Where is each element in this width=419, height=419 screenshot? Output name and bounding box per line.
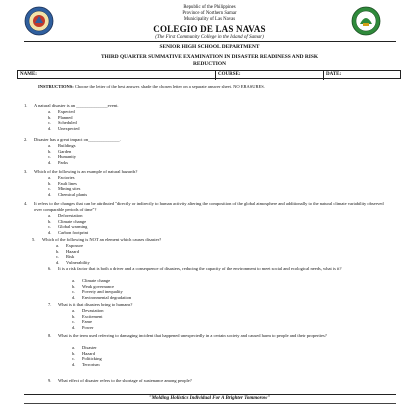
question-number: 5.	[32, 237, 36, 242]
question-text: A natural disaster is an ______________event.	[34, 103, 119, 108]
letterhead	[0, 5, 419, 49]
exam-page: Republic of the Philippines Province of Northern Samar Municipality of Las Navas COLEGIO DE LAS NAVAS (The First Community College in the Island of Samar) SENIOR HIGH SCHOOL DEPARTMENT THIRD QUARTER SUMMATIVE EXAMINATION IN DISASTER READINESS AND RISK REDUCTION NAME: COURSE: DATE: INSTRUCTIONS: Choose the letter of the best answer. shade the chosen letter on a separate answer sheet. NO ERASURES. 1. A natural disaster is an ______________event. a. Expected b. Planned c. Scheduled d. Unexpected 2. Disaster has a great impact on______________. a. Buildings b. Garden c. Humanity d. Parks 3. Which of the following is an example of natural hazards? a. Factories b. Fault lines c. Mining sites d. Chemical plants 4. It refers to the changes that can be attributed "directly or indirectly to human activity altering the composition of the global atmosphere and additionally to the natural climate variability observed over comparable periods of time"? a. Deforestation b. Climate change c. Global warming d. Carbon footprint 5. Which of the following is NOT an element which causes disaster? a. Exposure b. Hazard c. Risk d. Vulnerability 6. It is a risk factor that is both a driver and a consequence of disasters, reducing the capacity of the environment to meet social and ecological needs, what is it? a. Climate change b. Weak governance c. Poverty and inequality d. Environmental degradation 7. What is it that disasters bring to humans? a. Devastation b. Excitement c. Fame d. Power 8. What is the term used referring to damaging incident that happened unexpectedly in a certain society and caused harm to people and their properties? a. Disaster b. Hazard c. Politicking d. Terrorism 9. What effect of disaster refers to the shortage of sustenance among people? "Molding Holistics Individual For A Brighter Tommorow"	[0, 0, 419, 419]
footer-motto: "Molding Holistics Individual For A Brighter Tommorow"	[148, 396, 271, 401]
question-number: 4.	[24, 201, 28, 206]
question-number: 1.	[24, 103, 28, 108]
question-text: What is it that disasters bring to humans?	[58, 302, 133, 307]
instructions-label: INSTRUCTIONS:	[38, 84, 74, 89]
college-name: COLEGIO DE LAS NAVAS	[153, 24, 266, 34]
question-text: Which of the following is an example of natural hazards?	[34, 169, 138, 174]
date-field[interactable]: DATE:	[323, 71, 402, 80]
question-number: 8.	[48, 333, 52, 338]
instructions	[38, 84, 388, 90]
exam-title-line-2: REDUCTION	[193, 61, 226, 67]
republic-line: Republic of the Philippines	[183, 5, 236, 10]
question-text: It is a risk factor that is both a driver and a consequence of disasters, reducing the capacity of the environment to meet social and ecological needs, what is it?	[58, 266, 342, 271]
province-line: Province of Northern Samar	[182, 11, 237, 16]
footer-divider	[24, 394, 396, 395]
question-number: 9.	[48, 378, 52, 383]
student-info-box	[17, 70, 401, 79]
question-text: Which of the following is NOT an element which causes disaster?	[42, 237, 162, 242]
instructions-text: Choose the letter of the best answer. shade the chosen letter on a separate answer sheet. NO ERASURES.	[73, 84, 265, 89]
college-tagline: (The First Community College in the Island of Samar)	[155, 35, 264, 40]
header-divider	[24, 41, 396, 42]
footer-divider-bottom	[24, 403, 396, 404]
question-number: 2.	[24, 137, 28, 142]
question-number: 6.	[48, 266, 52, 271]
question-text: What is the term used referring to damaging incident that happened unexpectedly in a certain society and caused harm to people and their properties?	[58, 333, 327, 338]
course-field[interactable]: COURSE:	[215, 71, 323, 80]
question-text: Disaster has a great impact on______________.	[34, 137, 121, 142]
municipality-line: Municipality of Las Navas	[183, 17, 236, 22]
question-number: 3.	[24, 169, 28, 174]
question-number: 7.	[48, 302, 52, 307]
question-text: It refers to the changes that can be attributed "directly or indirectly to human activity altering the composition of the global atmosphere and additionally to the natural climate variability observed over comparable periods of time"?	[34, 201, 384, 212]
exam-title-line-1: THIRD QUARTER SUMMATIVE EXAMINATION IN DISASTER READINESS AND RISK	[100, 54, 319, 60]
name-field[interactable]: NAME:	[20, 72, 37, 77]
question-text: What effect of disaster refers to the shortage of sustenance among people?	[58, 378, 192, 383]
department-title: SENIOR HIGH SCHOOL DEPARTMENT	[159, 44, 260, 50]
